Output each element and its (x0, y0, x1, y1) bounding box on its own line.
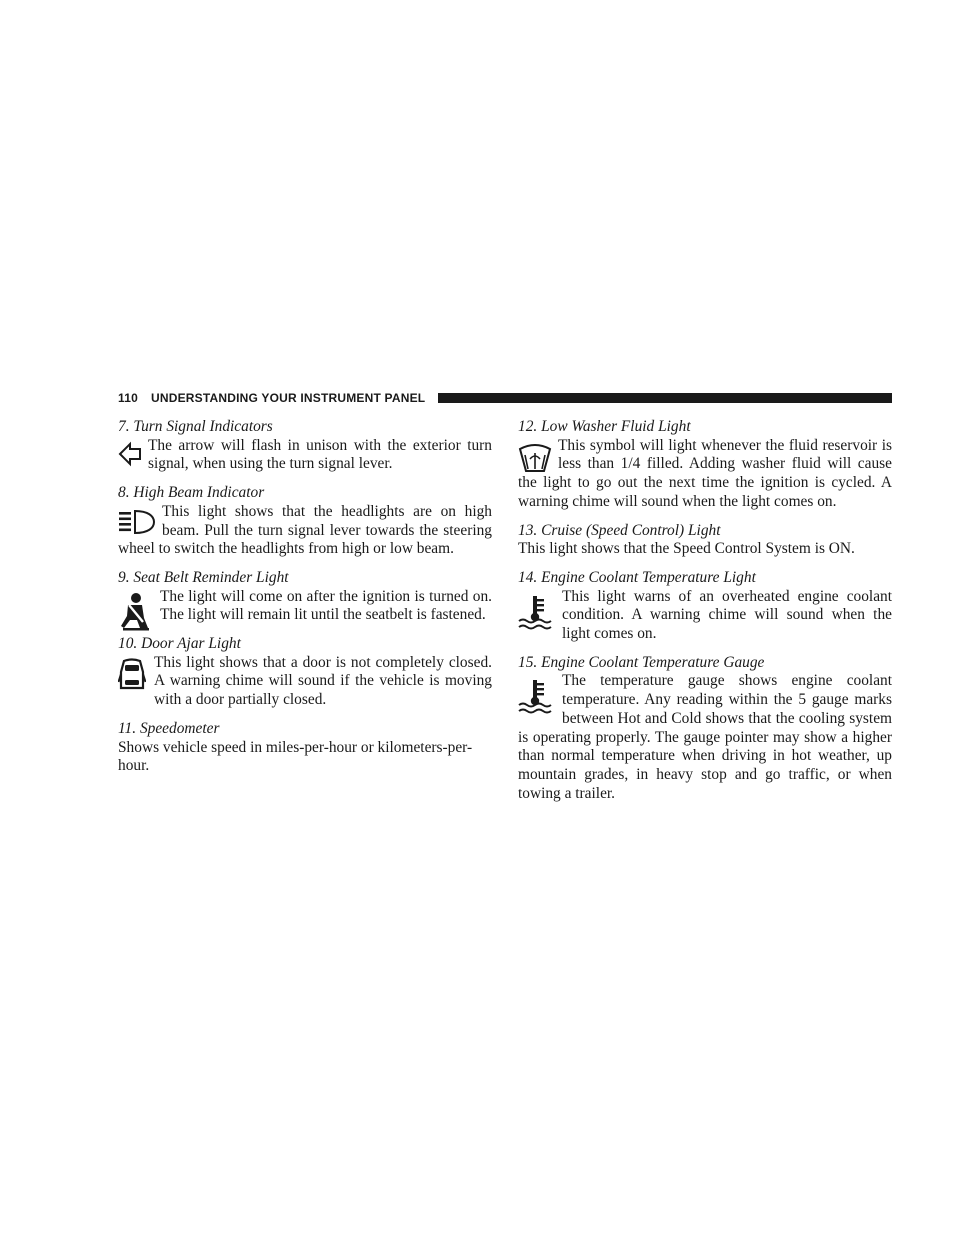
item-door-ajar (118, 635, 492, 710)
item-body: This light warns of an overheated engine coolant condition. A warning chime will sound when the light comes on. (562, 587, 892, 643)
page-header (118, 390, 892, 406)
item-title: 7. Turn Signal Indicators (118, 418, 273, 435)
item-title: 10. Door Ajar Light (118, 635, 241, 653)
coolant-temperature-icon (518, 594, 554, 630)
washer-fluid-icon (518, 441, 552, 473)
turn-signal-arrow-icon (118, 439, 142, 469)
item-body: This symbol will light whenever the fluid reservoir is less than 1/4 filled. Adding washer fluid will cause the light to go out the next time the ignition is cycled. A warning chime will sound when the light comes on. (518, 436, 892, 510)
seat-belt-icon (118, 592, 152, 632)
item-seat-belt (118, 569, 492, 625)
item-title: 9. Seat Belt Reminder Light (118, 568, 289, 586)
section-title: UNDERSTANDING YOUR INSTRUMENT PANEL (151, 391, 426, 405)
item-turn-signal (118, 418, 492, 474)
header-rule (438, 393, 892, 403)
item-title: 8. High Beam Indicator (118, 484, 265, 502)
item-body: This light shows that a door is not completely closed. A warning chime will sound if the vehicle is moving with a door partially closed. (154, 653, 492, 709)
page-number: 110 (118, 391, 138, 405)
coolant-temperature-icon (518, 678, 554, 714)
item-cruise (518, 522, 892, 559)
item-body: The arrow will flash in unison with the exterior turn signal, when using the turn signal lever. (148, 436, 492, 473)
item-body: This light shows that the Speed Control System is ON. (518, 540, 855, 558)
item-washer-fluid (518, 418, 892, 512)
item-title: 13. Cruise (Speed Control) Light (518, 521, 721, 539)
door-ajar-icon (118, 658, 146, 692)
item-body: The light will come on after the ignition is turned on. The light will remain lit until the seatbelt is fastened. (160, 587, 492, 624)
item-coolant-light (518, 569, 892, 644)
left-column (118, 418, 492, 786)
high-beam-icon (118, 509, 156, 535)
item-speedometer (118, 720, 492, 776)
item-body: The temperature gauge shows engine coolant temperature. Any reading within the 5 gauge marks between Hot and Cold shows that the cooling system is operating properly. The gauge pointer may show a higher than normal temperature when driving in hot weather, up mountain grades, in heavy stop and go traffic, or when towing a trailer. (518, 672, 892, 802)
item-body: This light shows that the headlights are on high beam. Pull the turn signal lever towards the steering wheel to switch the headlights from high or low beam. (118, 502, 492, 558)
item-title: 15. Engine Coolant Temperature Gauge (518, 653, 765, 671)
item-title: 12. Low Washer Fluid Light (518, 418, 691, 435)
item-high-beam (118, 484, 492, 559)
item-title: 11. Speedometer (118, 719, 220, 737)
item-title: 14. Engine Coolant Temperature Light (518, 568, 756, 586)
item-body: Shows vehicle speed in miles-per-hour or kilometers-per-hour. (118, 738, 473, 775)
item-coolant-gauge (518, 654, 892, 804)
right-column (518, 418, 892, 813)
